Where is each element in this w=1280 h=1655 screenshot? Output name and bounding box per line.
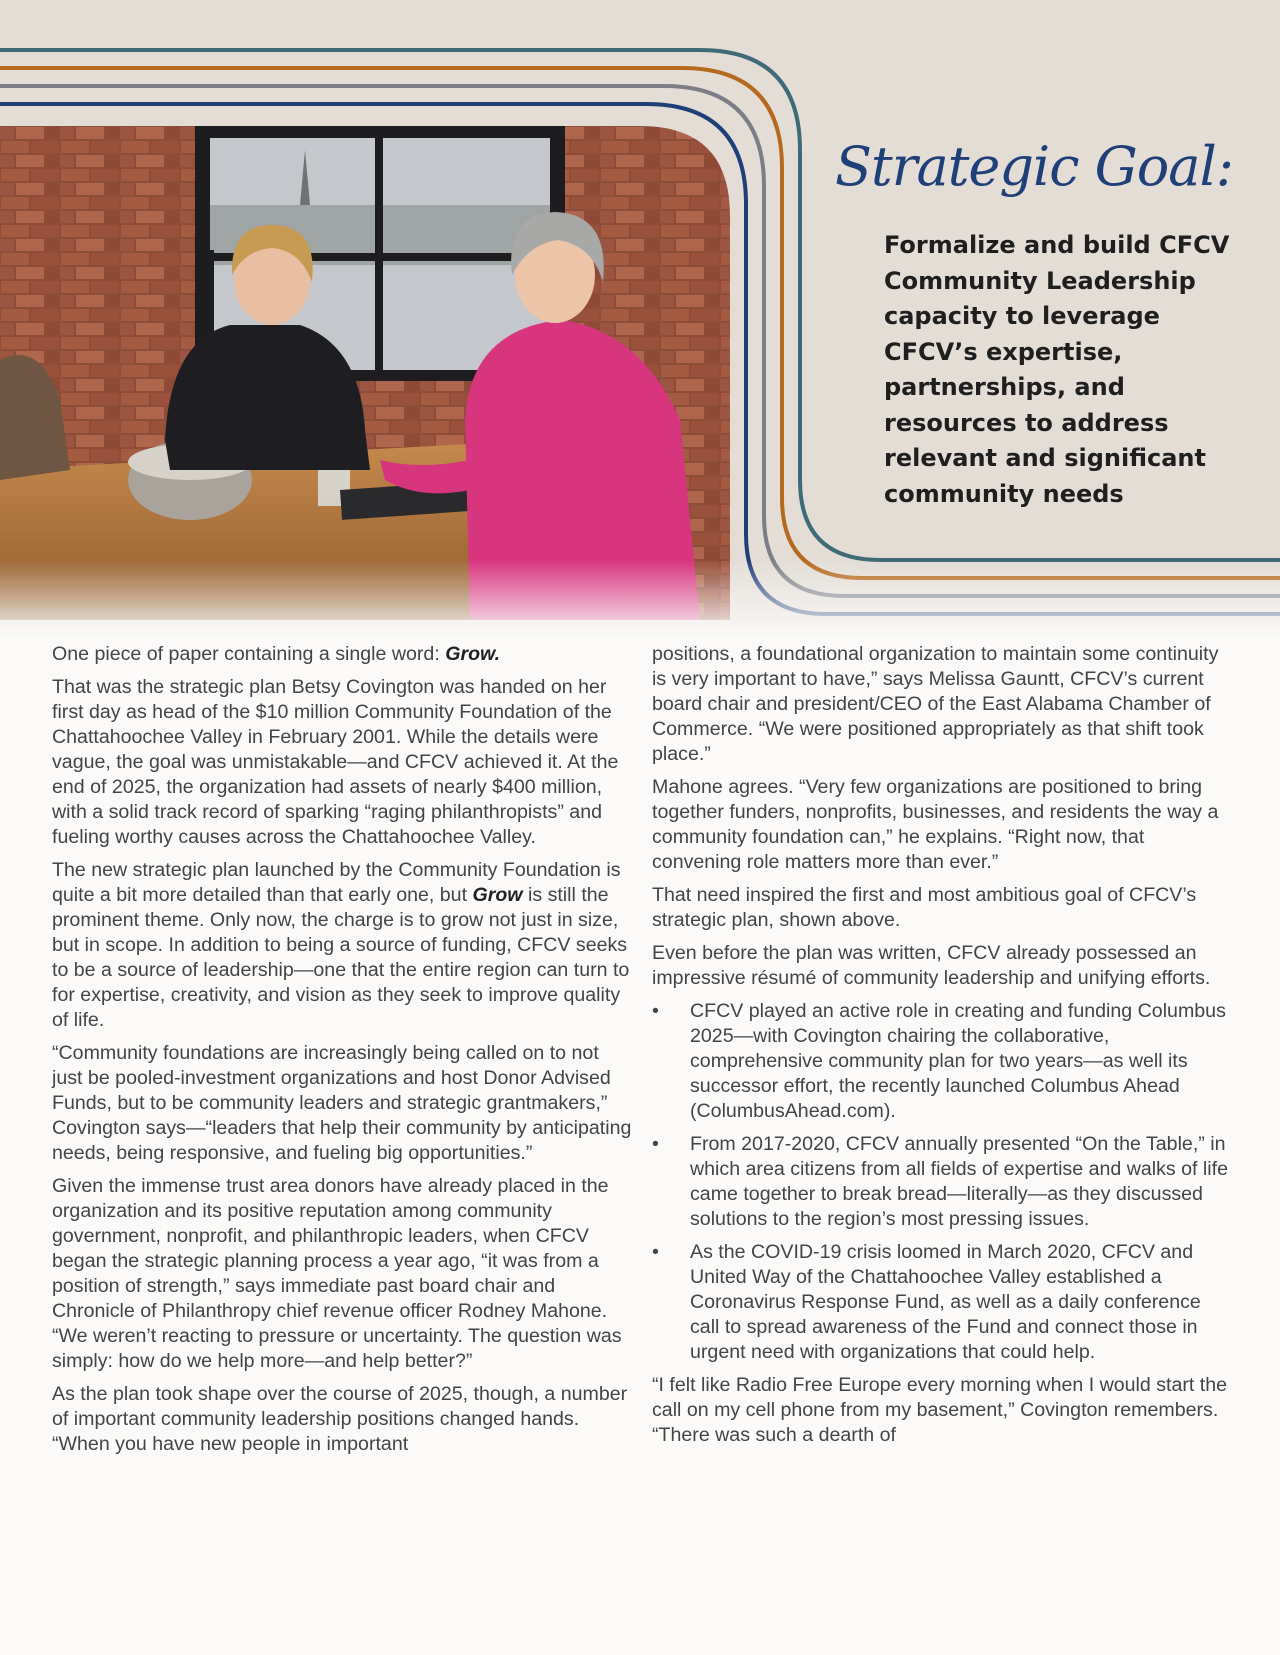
- goal-statement: Formalize and build CFCV Community Leadership capacity to leverage CFCV’s expertise, partnerships, and resources to address relevant and significant community needs: [884, 231, 1230, 508]
- meeting-photo: [0, 0, 740, 620]
- bullet-icon: •: [652, 1241, 659, 1263]
- paragraph: [52, 858, 632, 1033]
- paragraph: That was the strategic plan Betsy Covington was handed on her first day as head of the $10 million Community Foundation of the Chattahoochee Valley in February 2001. While the details were vague, the goal was unmistakable—and CFCV achieved it. At the end of 2025, the organization had assets of nearly $400 million, with a solid track record of sparking “raging philanthropists” and fueling worthy causes across the Chattahoochee Valley.: [52, 676, 619, 848]
- list-item: [652, 1132, 1232, 1232]
- article-right-column: [652, 642, 1232, 1456]
- emphasis-word: Grow.: [445, 643, 501, 665]
- paragraph: That need inspired the first and most ambitious goal of CFCV’s strategic plan, shown above.: [652, 884, 1197, 931]
- paragraph: “I felt like Radio Free Europe every morning when I would start the call on my cell phone from my basement,” Covington remembers. “There was such a dearth of: [652, 1374, 1228, 1446]
- list-item: [652, 999, 1232, 1124]
- emphasis-word: Grow: [472, 884, 523, 906]
- bullet-icon: •: [652, 1000, 659, 1022]
- paragraph-text: One piece of paper containing a single word:: [52, 643, 446, 665]
- list-item-text: CFCV played an active role in creating and funding Columbus 2025—with Covington chairing the collaborative, comprehensive community plan for two years—as well its successor effort, the recently launched Columbus Ahead (ColumbusAhead.com).: [690, 1000, 1226, 1122]
- list-item: [652, 1240, 1232, 1365]
- paragraph: Mahone agrees. “Very few organizations are positioned to bring together funders, nonprofits, businesses, and residents the way a community foundation can,” he explains. “Right now, that convening role matters more than ever.”: [652, 776, 1219, 873]
- paragraph: positions, a foundational organization to maintain some continuity is very important to have,” says Melissa Gauntt, CFCV’s current board chair and president/CEO of the East Alabama Chamber of Commerce. “We were positioned appropriately as that shift took place.”: [652, 643, 1219, 765]
- paragraph: Given the immense trust area donors have already placed in the organization and its positive reputation among community government, nonprofit, and philanthropic leaders, when CFCV began the strategic planning process a year ago, “it was from a position of strength,” says immediate past board chair and Chronicle of Philanthropy chief revenue officer Rodney Mahone. “We weren’t reacting to pressure or uncertainty. The question was simply: how do we help more—and help better?”: [52, 1175, 622, 1372]
- article-left-column: [52, 642, 632, 1465]
- paragraph: As the plan took shape over the course of 2025, though, a number of important community leadership positions changed hands. “When you have new people in important: [52, 1383, 628, 1455]
- list-item-text: From 2017-2020, CFCV annually presented “On the Table,” in which area citizens from all fields of expertise and walks of life came together to break bread—literally—as they discussed solutions to the region’s most pressing issues.: [690, 1133, 1228, 1230]
- bullet-icon: •: [652, 1133, 659, 1155]
- paragraph: [52, 642, 632, 667]
- hero-fade: [0, 560, 1280, 640]
- paragraph: “Community foundations are increasingly being called on to not just be pooled-investment organizations and host Donor Advised Funds, but to be community leaders and strategic grantmakers,” Covington says—“leaders that help their community by anticipating needs, being responsive, and fueling big opportunities.”: [52, 1042, 632, 1164]
- paragraph-text: The new strategic plan launched by the Community Foundation is quite a bit more detailed than that early one, but: [52, 859, 621, 906]
- list-item-text: As the COVID-19 crisis loomed in March 2020, CFCV and United Way of the Chattahoochee Valley established a Coronavirus Response Fund, as well as a daily conference call to spread awareness of the Fund and connect those in urgent need with organizations that could help.: [690, 1241, 1201, 1363]
- goal-title: Strategic Goal:: [835, 135, 1233, 198]
- hero-banner: [0, 0, 1280, 640]
- bullet-list: [652, 999, 1232, 1365]
- paragraph-text: is still the prominent theme. Only now, the charge is to grow not just in size, but in scope. In addition to being a source of funding, CFCV seeks to be a source of leadership—one that the entire region can turn to for expertise, creativity, and vision as they seek to improve quality of life.: [52, 884, 630, 1031]
- paragraph: Even before the plan was written, CFCV already possessed an impressive résumé of community leadership and unifying efforts.: [652, 942, 1211, 989]
